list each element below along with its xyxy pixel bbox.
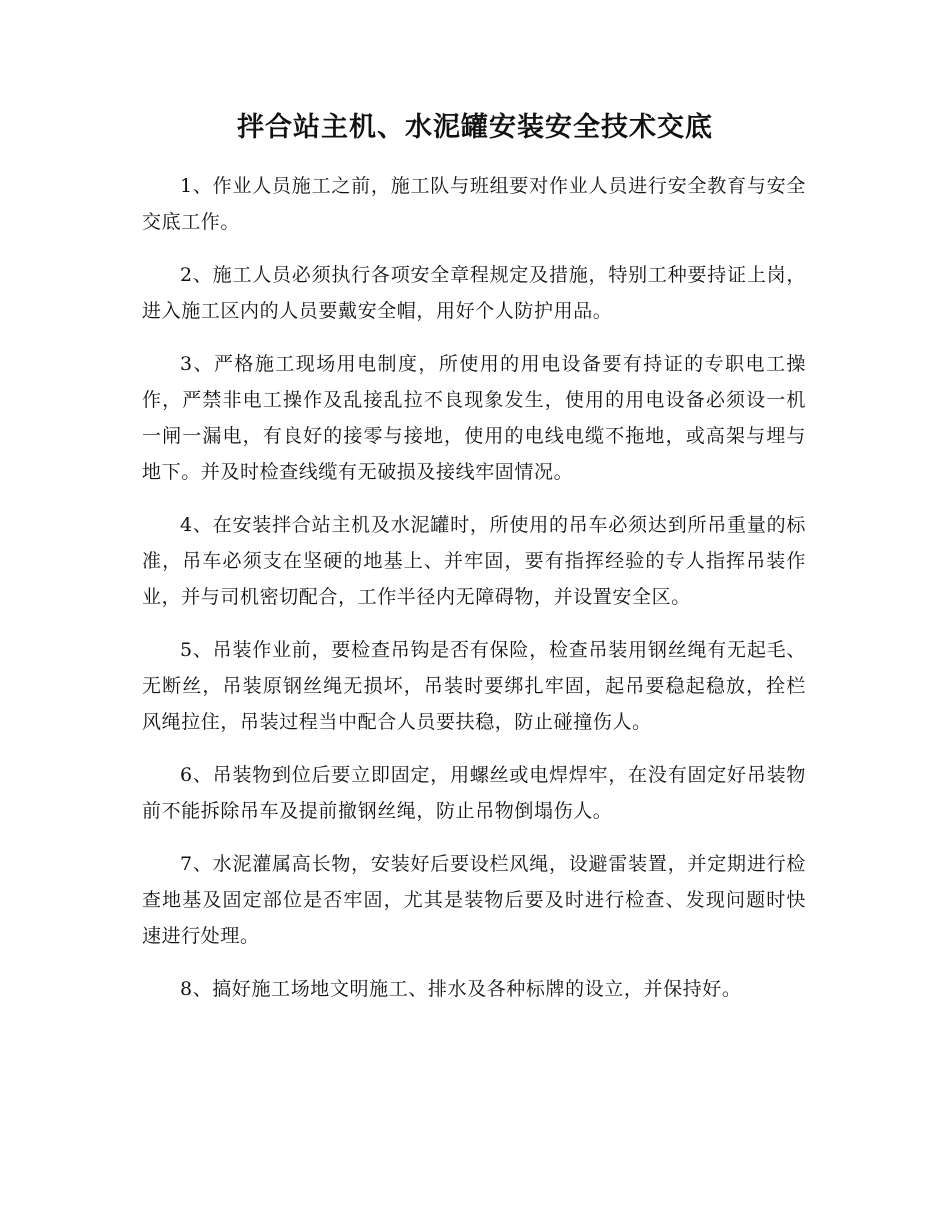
- document-title: 拌合站主机、水泥罐安装安全技术交底: [237, 112, 713, 143]
- paragraph-7: 7、水泥灌属高长物，安装好后要设栏风绳，设避雷装置，并定期进行检查地基及固定部位是否牢固，尤其是装物后要及时进行检查、发现问题时快速进行处理。: [142, 853, 806, 947]
- paragraph-6: 6、吊装物到位后要立即固定，用螺丝或电焊焊牢，在没有固定好吊装物前不能拆除吊车及提前撤钢丝绳，防止吊物倒塌伤人。: [142, 764, 806, 822]
- paragraph-2: 2、施工人员必须执行各项安全章程规定及措施，特别工种要持证上岗，进入施工区内的人员要戴安全帽，用好个人防护用品。: [142, 264, 806, 322]
- paragraph-4: 4、在安装拌合站主机及水泥罐时，所使用的吊车必须达到所吊重量的标准，吊车必须支在坚硬的地基上、并牢固，要有指挥经验的专人指挥吊装作业，并与司机密切配合，工作半径内无障碍物，并设置安全区。: [142, 514, 806, 608]
- paragraph-3: 3、严格施工现场用电制度，所使用的用电设备要有持证的专职电工操作，严禁非电工操作及乱接乱拉不良现象发生，使用的用电设备必须设一机一闸一漏电，有良好的接零与接地，使用的电线电缆不拖地，或高架与埋与地下。并及时检查线缆有无破损及接线牢固情况。: [142, 353, 806, 483]
- paragraph-8: 8、搞好施工场地文明施工、排水及各种标牌的设立，并保持好。: [180, 978, 742, 1000]
- paragraph-5: 5、吊装作业前，要检查吊钩是否有保险，检查吊装用钢丝绳有无起毛、无断丝，吊装原钢丝绳无损坏，吊装时要绑扎牢固，起吊要稳起稳放，拴栏风绳拉住，吊装过程当中配合人员要扶稳，防止碰撞伤人。: [142, 639, 806, 733]
- document-body: [142, 168, 806, 1024]
- paragraph-1: 1、作业人员施工之前，施工队与班组要对作业人员进行安全教育与安全交底工作。: [142, 175, 806, 233]
